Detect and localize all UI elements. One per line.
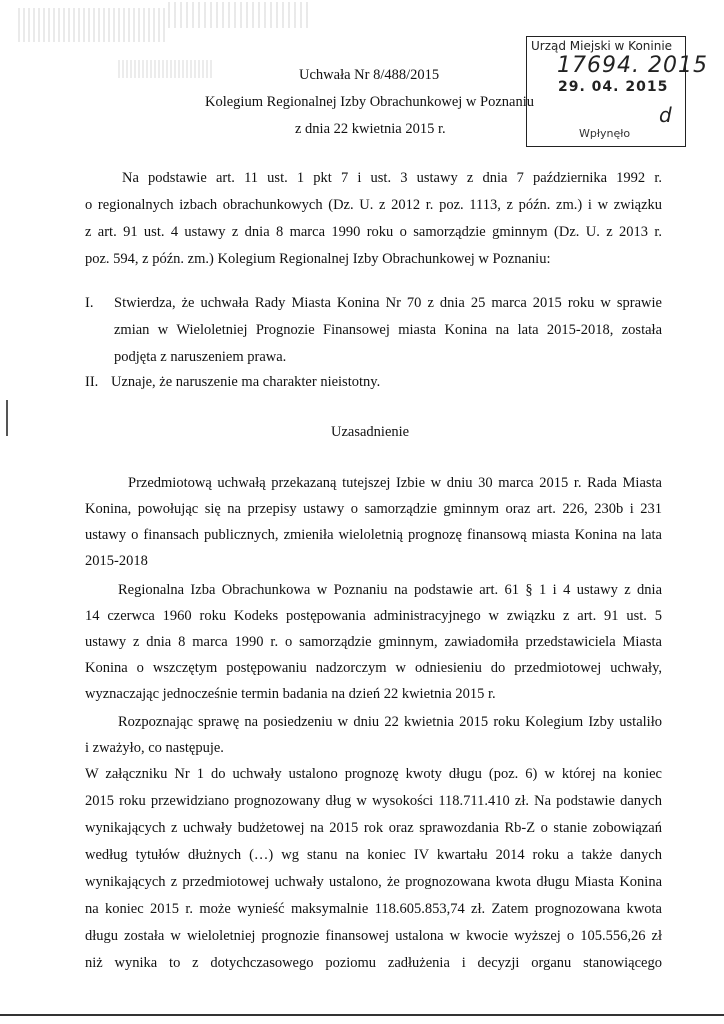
paragraph-line: Konina o wszczętym postępowaniu nadzorczym w odniesieniu do przedmiotowej uchwały, <box>85 660 662 676</box>
issuing-body: Kolegium Regionalnej Izby Obrachunkowej w Poznaniu <box>205 94 534 110</box>
paragraph-line: Konina, powołując się na przepisy ustawy o samorządzie gminnym oraz art. 226, 230b i 231 <box>85 501 662 517</box>
paragraph-line: ustawy z dnia 8 marca 1990 r. o samorządzie gminnym, zawiadomiła przedstawiciela Miasta <box>85 634 662 650</box>
item-line: Uznaje, że naruszenie ma charakter nieistotny. <box>111 374 381 390</box>
preamble-line: poz. 594, z późn. zm.) Kolegium Regionalnej Izby Obrachunkowej w Poznaniu: <box>85 251 551 267</box>
registration-stamp <box>526 36 708 147</box>
stamp-number: 17694. 2015 <box>557 53 708 78</box>
faded-stamp-mark <box>168 2 308 28</box>
stamp-date: 29. 04. 2015 <box>558 79 669 95</box>
paragraph-line: Rozpoznając sprawę na posiedzeniu w dniu 22 kwietnia 2015 roku Kolegium Izby ustaliło <box>118 714 662 730</box>
scan-bottom-edge <box>0 1014 724 1016</box>
preamble-line: Na podstawie art. 11 ust. 1 pkt 7 i ust. 3 ustawy z dnia 7 października 1992 r. <box>122 170 662 186</box>
paragraph-line: 2015-2018 <box>85 553 148 569</box>
paragraph-line: na koniec 2015 r. może wynieść maksymalnie 118.605.853,74 zł. Zatem prognozowana kwota <box>85 901 662 917</box>
paragraph-line: Regionalna Izba Obrachunkowa w Poznaniu na podstawie art. 61 § 1 i 4 ustawy z dnia <box>118 582 662 598</box>
paragraph-line: wynikających z przedmiotowej uchwały ustalono, że prognozowana kwota długu Miasta Konina <box>85 874 662 890</box>
preamble-line: o regionalnych izbach obrachunkowych (Dz. U. z 2012 r. poz. 1113, z późn. zm.) i w związku <box>85 197 662 213</box>
justification-heading: Uzasadnienie <box>331 424 410 440</box>
paragraph-line: długu została w wieloletniej prognozie finansowej ustalona w kwocie wyższej o 105.556,26 zł <box>85 928 662 944</box>
resolution-date: z dnia 22 kwietnia 2015 r. <box>295 121 446 137</box>
paragraph-line: Przedmiotową uchwałą przekazaną tutejszej Izbie w dniu 30 marca 2015 r. Rada Miasta <box>128 475 662 491</box>
faded-stamp <box>18 2 208 82</box>
stamp-handwritten-mark: d <box>659 103 672 127</box>
paragraph-line: 14 czerwca 1960 roku Kodeks postępowania administracyjnego w związku z art. 91 ust. 5 <box>85 608 662 624</box>
faded-stamp-mark <box>18 8 168 42</box>
stamp-office: Urząd Miejski w Koninie <box>531 39 673 53</box>
item-marker: II. <box>85 374 99 390</box>
paragraph-line: W załączniku Nr 1 do uchwały ustalono prognozę kwoty długu (poz. 6) w której na koniec <box>85 766 662 782</box>
faded-stamp-mark <box>118 60 213 78</box>
paragraph-line: wynikających z uchwały budżetowej na 2015 rok oraz sprawozdania Rb-Z o stanie zobowiązań <box>85 820 662 836</box>
paragraph-line: 2015 roku przewidziano prognozowany dług w wysokości 118.711.410 zł. Na podstawie danych <box>85 793 662 809</box>
resolution-number: Uchwała Nr 8/488/2015 <box>299 67 440 83</box>
paragraph-line: według tytułów dłużnych (…) wg stanu na koniec IV kwartału 2014 roku a także danych <box>85 847 662 863</box>
stamp-rule <box>526 146 686 147</box>
scan-edge-mark <box>6 400 8 436</box>
item-marker: I. <box>85 295 94 311</box>
item-line: zmian w Wieloletniej Prognozie Finansowej miasta Konina na lata 2015-2018, została <box>114 322 662 338</box>
paragraph-line: ustawy o finansach publicznych, zmieniła wieloletnią prognozę finansową miasta Konina na lata <box>85 527 662 543</box>
item-line: podjęta z naruszeniem prawa. <box>114 349 287 365</box>
preamble-line: z art. 91 ust. 4 ustawy z dnia 8 marca 1990 roku o samorządzie gminnym (Dz. U. z 2013 r. <box>85 224 662 240</box>
paragraph-line: niż wynika to z dotychczasowego poziomu zadłużenia i decyzji organu stanowiącego <box>85 955 662 971</box>
item-line: Stwierdza, że uchwała Rady Miasta Konina Nr 70 z dnia 25 marca 2015 roku w sprawie <box>114 295 662 311</box>
paragraph-line: i zważyło, co następuje. <box>85 740 224 756</box>
stamp-received-label: Wpłynęło <box>579 127 631 140</box>
paragraph-line: wyznaczając jednocześnie termin badania na dzień 22 kwietnia 2015 r. <box>85 686 496 702</box>
